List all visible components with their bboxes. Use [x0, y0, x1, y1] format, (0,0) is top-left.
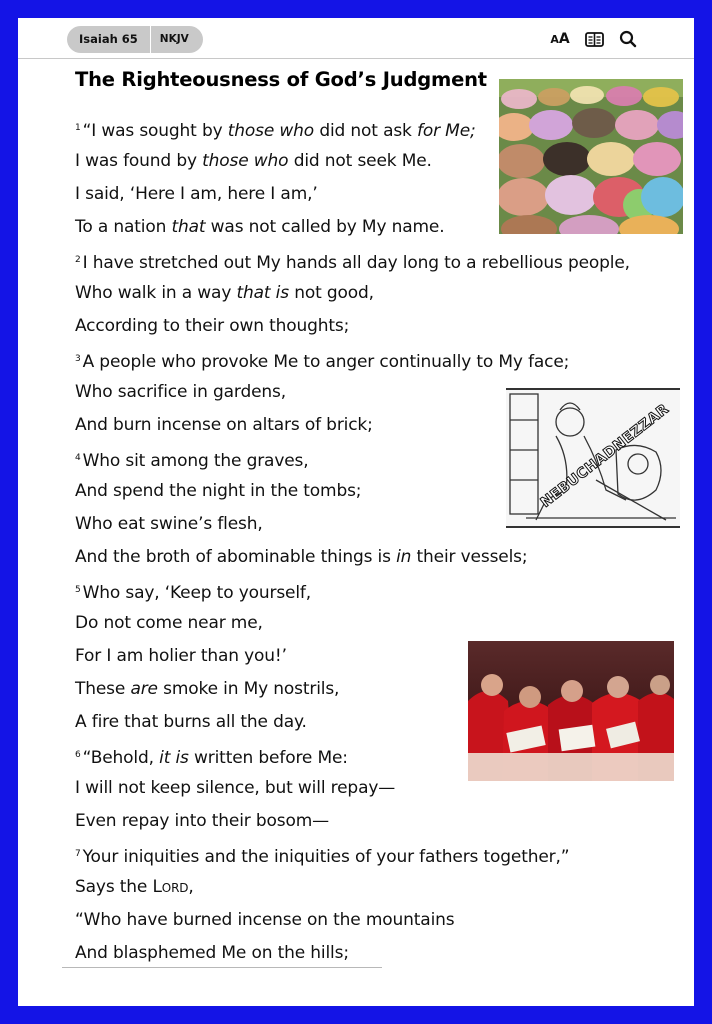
verse-3-line-1: $^3$ A people who provoke Me to anger continually to My face;: [75, 352, 570, 372]
verse-7-line-2: Says the Lord,: [75, 877, 194, 897]
verse-7-line-4: And blasphemed Me on the hills;: [75, 943, 349, 963]
verse-3-line-3: And burn incense on altars of brick;: [75, 415, 373, 435]
verse-number-1[interactable]: 1: [75, 123, 81, 133]
verse-5-line-2: Do not come near me,: [75, 613, 263, 633]
verse-7-line-1: $^7$ Your iniquities and the iniquities of your fathers together,”: [75, 847, 570, 867]
verse-number-3[interactable]: 3: [75, 354, 81, 364]
book-chapter-button[interactable]: Isaiah 65: [79, 32, 138, 46]
verse-6-line-1: $^6$ “Behold, it is written before Me:: [75, 748, 348, 768]
verse-4-line-2: And spend the night in the tombs;: [75, 481, 362, 501]
text-size-icon[interactable]: [550, 29, 570, 49]
verse-7-line-3: “Who have burned incense on the mountains: [75, 910, 455, 930]
verse-3-line-2: Who sacrifice in gardens,: [75, 382, 286, 402]
verse-5-line-1: $^5$ Who say, ‘Keep to yourself,: [75, 583, 311, 603]
verse-1-line-1: $^1$ “I was sought by those who did not ask for Me;: [75, 121, 476, 141]
toolbar-actions: [550, 29, 638, 49]
verse-5-line-5: A fire that burns all the day.: [75, 712, 307, 732]
reader-toolbar: [18, 18, 694, 59]
page-divider: [62, 967, 382, 968]
verse-2-line-1: $^2$ I have stretched out My hands all day long to a rebellious people,: [75, 253, 630, 273]
verse-4-line-1: $^4$ Who sit among the graves,: [75, 451, 309, 471]
verse-4-line-3: Who eat swine’s flesh,: [75, 514, 263, 534]
text-size-small-glyph: A: [550, 32, 559, 46]
verse-number-7[interactable]: 7: [75, 849, 81, 859]
verse-5-line-3: For I am holier than you!’: [75, 646, 287, 666]
bible-reader-page: [18, 18, 694, 1006]
verse-2-line-2: Who walk in a way that is not good,: [75, 283, 374, 303]
passage-text: [75, 112, 675, 970]
passage-selector[interactable]: [67, 26, 203, 53]
verse-2-line-3: According to their own thoughts;: [75, 316, 350, 336]
verse-1-line-4: To a nation that was not called by My name.: [75, 217, 445, 237]
verse-4-line-4: And the broth of abominable things is in their vessels;: [75, 547, 528, 567]
verse-number-4[interactable]: 4: [75, 453, 81, 463]
open-book-icon[interactable]: [584, 29, 604, 49]
text-size-big-glyph: A: [558, 31, 570, 47]
verse-6-line-2: I will not keep silence, but will repay—: [75, 778, 396, 798]
section-heading: The Righteousness of God’s Judgment: [75, 68, 487, 91]
verse-6-line-3: Even repay into their bosom—: [75, 811, 329, 831]
verse-1-line-2: I was found by those who did not seek Me.: [75, 151, 432, 171]
verse-number-5[interactable]: 5: [75, 585, 81, 595]
verse-5-line-4: These are smoke in My nostrils,: [75, 679, 340, 699]
verse-number-6[interactable]: 6: [75, 750, 81, 760]
verse-1-line-3: I said, ‘Here I am, here I am,’: [75, 184, 318, 204]
version-button[interactable]: NKJV: [150, 26, 203, 53]
search-icon[interactable]: [618, 29, 638, 49]
verse-number-2[interactable]: 2: [75, 255, 81, 265]
nebuchadnezzar-label: NEBUCHADNEZZAR: [537, 401, 673, 511]
